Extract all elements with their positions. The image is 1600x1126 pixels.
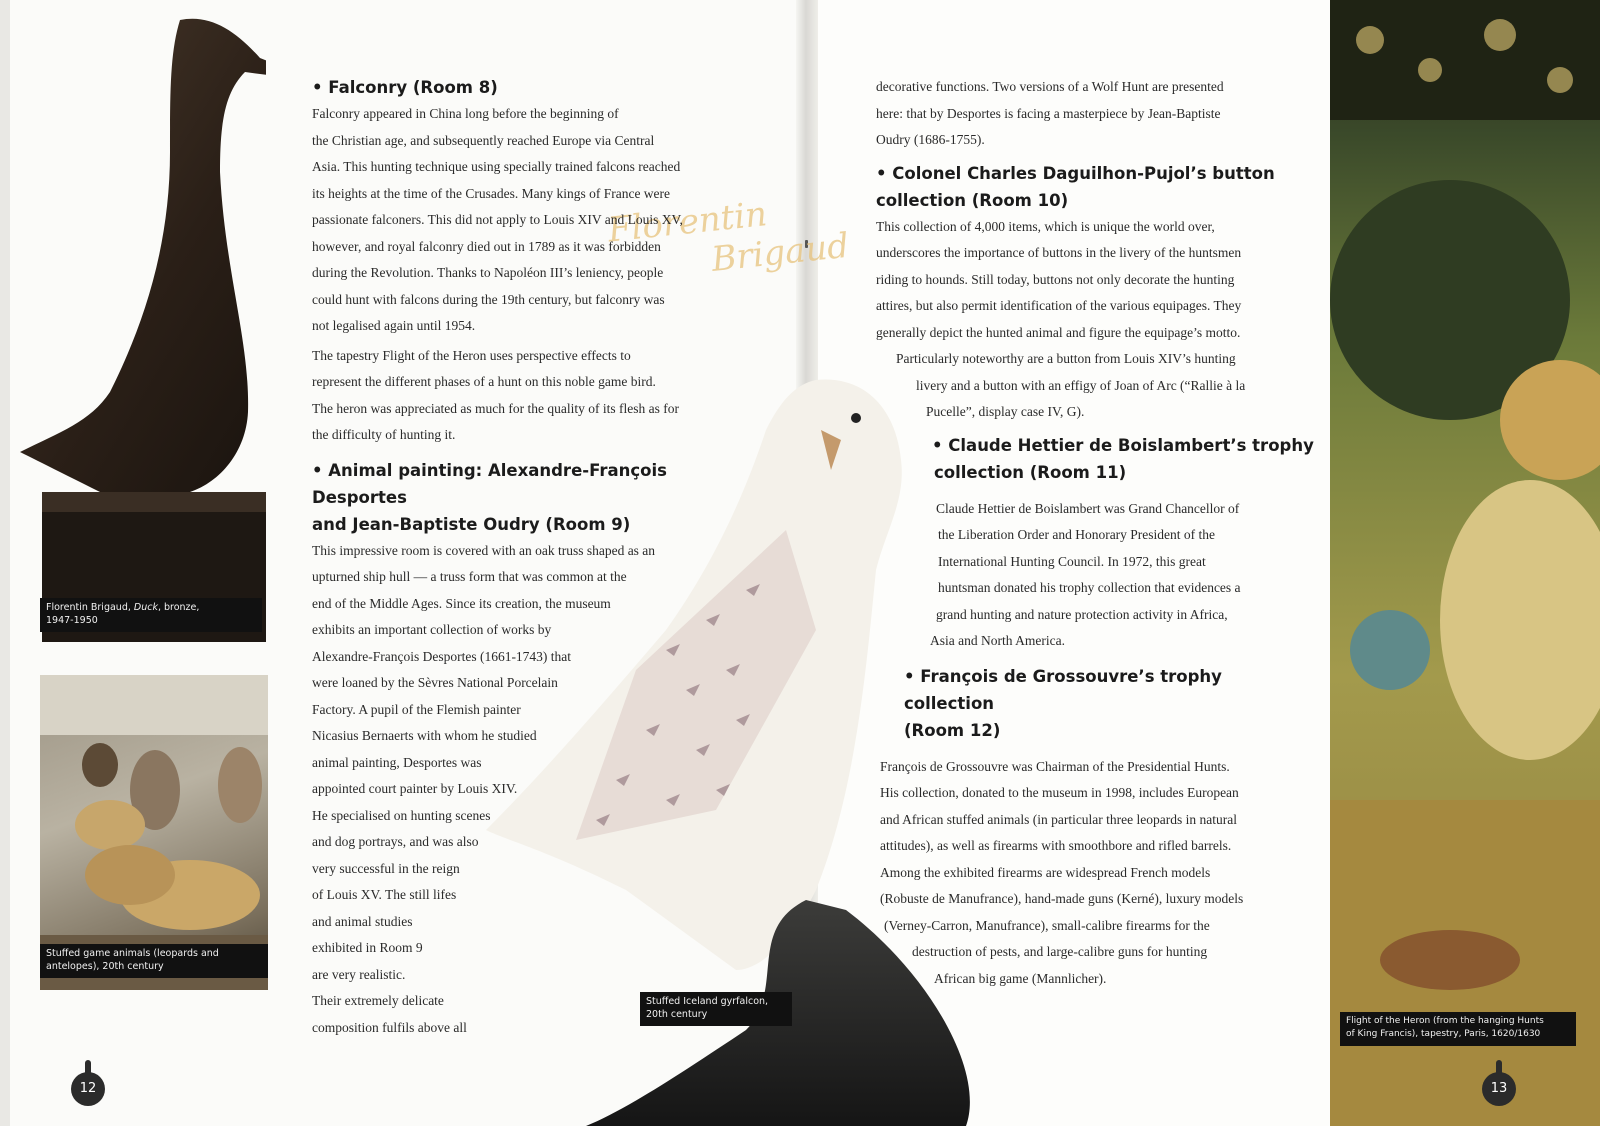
body-line: Nicasius Bernaerts with whom he studied xyxy=(312,728,537,743)
body-line: Their extremely delicate xyxy=(312,993,444,1008)
body-line: attires, but also permit identification of the various equipages. They xyxy=(876,298,1242,313)
body-line: appointed court painter by Louis XIV. xyxy=(312,781,518,796)
body-line: The heron was appreciated as much for the quality of its flesh as for xyxy=(312,400,679,416)
body-line: Claude Hettier de Boislambert was Grand Chancellor of xyxy=(936,500,1240,516)
body-line: the Christian age, and subsequently reached Europe via Central xyxy=(312,132,655,148)
body-line: Asia and North America. xyxy=(930,633,1065,648)
body-line: African big game (Mannlicher). xyxy=(934,970,1107,986)
body-line: Alexandre-François Desportes (1661-1743) that xyxy=(312,648,572,664)
brigaud-signature: Florentin Brigaud xyxy=(605,194,851,280)
body-line: destruction of pests, and large-calibre guns for hunting xyxy=(912,944,1208,959)
page-number-right: 13 xyxy=(1482,1072,1516,1106)
body-line: Asia. This hunting technique using specially trained falcons reached xyxy=(312,159,681,174)
body-line: Particularly noteworthy are a button from Louis XIV’s hunting xyxy=(896,351,1236,366)
body-line: Factory. A pupil of the Flemish painter xyxy=(312,701,521,717)
duck-sculpture-photo xyxy=(20,12,266,642)
falconry-heading: • Falconry (Room 8) xyxy=(312,78,498,97)
body-line: attitudes), as well as firearms with smoothbore and rifled barrels. xyxy=(880,838,1232,853)
body-line: are very realistic. xyxy=(312,966,406,982)
duck-caption: Florentin Brigaud, Duck, bronze, 1947-1950 xyxy=(40,598,262,632)
tapestry-photo xyxy=(1330,0,1600,1126)
body-line: of Louis XV. The still lifes xyxy=(312,887,457,902)
body-line: the difficulty of hunting it. xyxy=(312,427,456,442)
body-line: This collection of 4,000 items, which is unique the world over, xyxy=(876,218,1215,234)
animal-painting-heading xyxy=(312,457,742,538)
heading-line: (Room 12) xyxy=(904,720,1001,740)
body-line: and animal studies xyxy=(312,913,413,929)
body-line: riding to hounds. Still today, buttons not only decorate the hunting xyxy=(876,271,1235,287)
heading-line: and Jean-Baptiste Oudry (Room 9) xyxy=(312,514,631,534)
animal-painting-body xyxy=(312,538,742,1042)
grossouvre-heading xyxy=(876,663,1316,744)
body-line: The tapestry Flight of the Heron uses perspective effects to xyxy=(312,347,631,363)
body-line: however, and royal falconry died out in 1789 as it was forbidden xyxy=(312,238,661,254)
body-line: This impressive room is covered with an oak truss shaped as an xyxy=(312,542,656,558)
heading-line: • Colonel Charles Daguilhon-Pujol’s button xyxy=(876,163,1275,183)
body-line: represent the different phases of a hunt on this noble game bird. xyxy=(312,374,656,389)
body-line: livery and a button with an effigy of Joan of Arc (“Rallie à la xyxy=(916,377,1246,393)
body-line: composition fulfils above all xyxy=(312,1019,467,1035)
heading-line: collection (Room 10) xyxy=(876,190,1069,210)
body-line: underscores the importance of buttons in the livery of the huntsmen xyxy=(876,245,1242,260)
body-line: generally depict the hunted animal and figure the equipage’s motto. xyxy=(876,324,1241,340)
body-line: end of the Middle Ages. Since its creation, the museum xyxy=(312,595,611,611)
heading-line: • Animal painting: Alexandre-François Desportes xyxy=(312,460,667,507)
heading-line: • Claude Hettier de Boislambert’s trophy xyxy=(932,435,1314,455)
body-line: huntsman donated his trophy collection that evidences a xyxy=(938,580,1241,595)
button-collection-body xyxy=(876,214,1316,426)
falcon-caption: Stuffed Iceland gyrfalcon, 20th century xyxy=(640,992,792,1026)
body-line: (Robuste de Manufrance), hand-made guns (Kerné), luxury models xyxy=(880,891,1244,906)
body-line: grand hunting and nature protection activity in Africa, xyxy=(936,606,1228,622)
body-line: Among the exhibited firearms are widespread French models xyxy=(880,864,1211,880)
body-line: were loaned by the Sèvres National Porcelain xyxy=(312,675,558,690)
body-line: and dog portrays, and was also xyxy=(312,834,479,849)
body-line: Falconry appeared in China long before the beginning of xyxy=(312,106,619,121)
intro-text xyxy=(876,74,1316,154)
body-line: His collection, donated to the museum in 1998, includes European xyxy=(880,785,1239,800)
body-line: upturned ship hull — a truss form that was common at the xyxy=(312,569,627,584)
body-line: passionate falconers. This did not apply to Louis XIV and Louis XV, xyxy=(312,212,683,227)
left-text-column xyxy=(312,74,742,1041)
stuffed-animals-photo xyxy=(40,675,268,990)
heading-line: collection (Room 11) xyxy=(934,462,1127,482)
button-collection-heading xyxy=(876,160,1316,214)
body-line: during the Revolution. Thanks to Napoléon III’s leniency, people xyxy=(312,265,664,280)
body-line: its heights at the time of the Crusades. Many kings of France were xyxy=(312,185,671,201)
animals-caption: Stuffed game animals (leopards and antelopes), 20th century xyxy=(40,944,268,978)
body-line: and African stuffed animals (in particular three leopards in natural xyxy=(880,811,1237,827)
page-number-left: 12 xyxy=(71,1072,105,1106)
boislambert-body xyxy=(876,496,1316,655)
body-line: here: that by Desportes is facing a masterpiece by Jean-Baptiste xyxy=(876,105,1221,121)
body-line: Pucelle”, display case IV, G). xyxy=(926,404,1085,419)
body-line: decorative functions. Two versions of a Wolf Hunt are presented xyxy=(876,79,1224,94)
body-line: not legalised again until 1954. xyxy=(312,318,476,333)
body-line: animal painting, Desportes was xyxy=(312,754,482,770)
body-line: exhibited in Room 9 xyxy=(312,940,423,955)
falconry-body xyxy=(312,101,742,449)
body-line: could hunt with falcons during the 19th century, but falconry was xyxy=(312,291,665,307)
tapestry-caption: Flight of the Heron (from the hanging Hunts of King Francis), tapestry, Paris, 1620/1630 xyxy=(1340,1012,1576,1046)
grossouvre-body xyxy=(876,754,1316,993)
body-line: very successful in the reign xyxy=(312,860,460,876)
body-line: the Liberation Order and Honorary President of the xyxy=(938,527,1216,542)
body-line: He specialised on hunting scenes xyxy=(312,807,491,823)
body-line: exhibits an important collection of works by xyxy=(312,622,552,637)
body-line: François de Grossouvre was Chairman of the Presidential Hunts. xyxy=(880,758,1230,774)
right-text-column xyxy=(876,74,1316,992)
boislambert-heading xyxy=(876,432,1316,486)
heading-line: • François de Grossouvre’s trophy collection xyxy=(904,666,1222,713)
body-line: (Verney-Carron, Manufrance), small-calibre firearms for the xyxy=(884,917,1210,933)
body-line: Oudry (1686-1755). xyxy=(876,132,985,147)
body-line: International Hunting Council. In 1972, this great xyxy=(938,553,1206,569)
